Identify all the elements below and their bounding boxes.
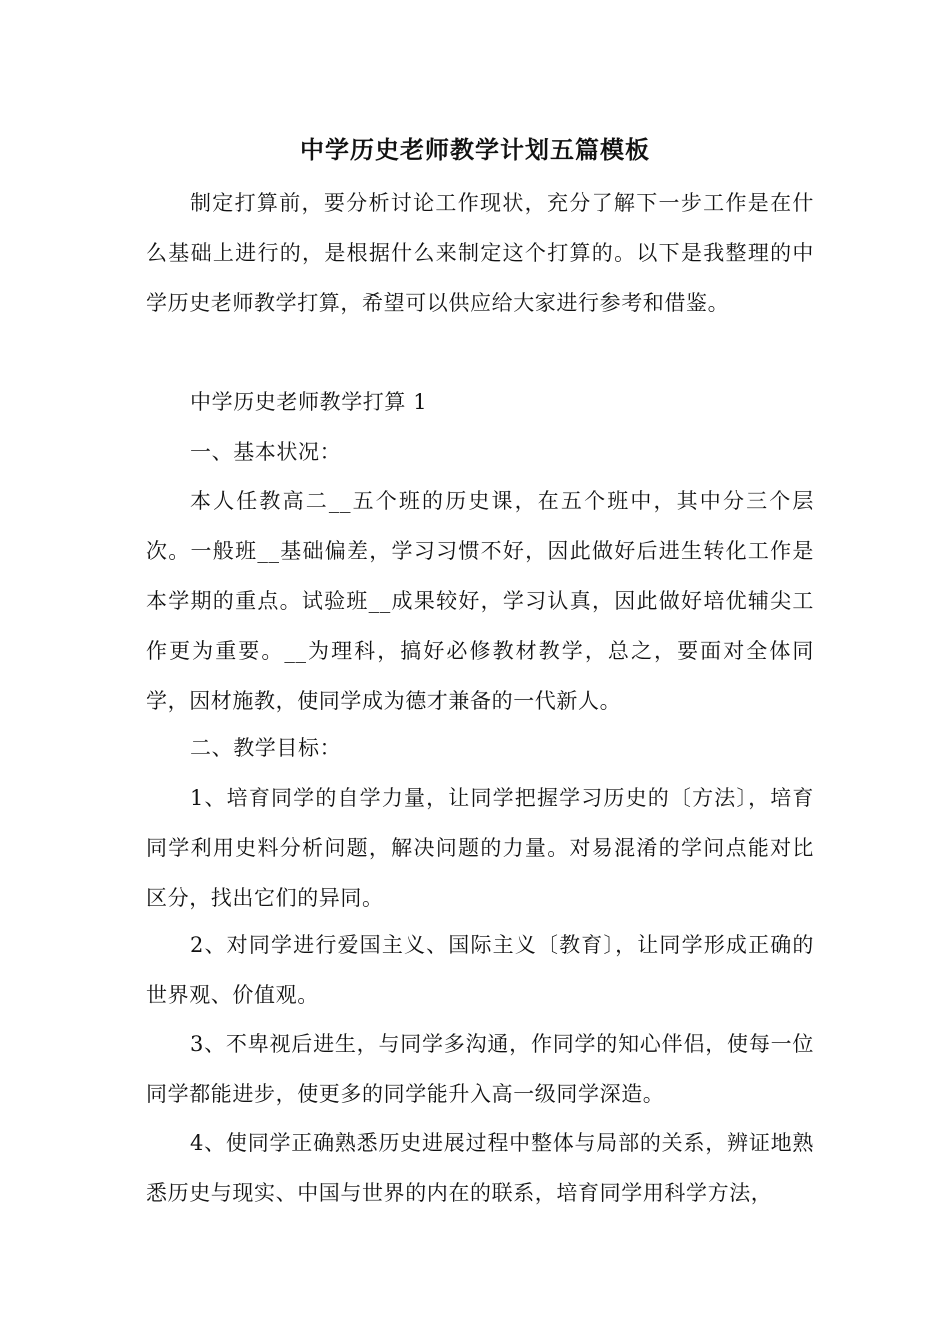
document-title: 中学历史老师教学计划五篇模板	[300, 135, 650, 164]
goal-item-3: 3、不卑视后进生，与同学多沟通，作同学的知心伴侣，使每一位同学都能进步，使更多的同学能升入高一级同学深造。	[146, 1032, 814, 1106]
heading-teaching-goals: 二、教学目标：	[190, 736, 342, 760]
intro-paragraph: 制定打算前，要分析讨论工作现状，充分了解下一步工作是在什么基础上进行的，是根据什么来制定这个打算的。以下是我整理的中学历史老师教学打算，希望可以供应给大家进行参考和借鉴。	[146, 191, 814, 315]
basic-situation-paragraph: 本人任教高二__五个班的历史课，在五个班中，其中分三个层次。一般班__基础偏差，学习习惯不好，因此做好后进生转化工作是本学期的重点。试验班__成果较好，学习认真，因此做好培优辅尖工作更为重要。__为理科，搞好必修教材教学，总之，要面对全体同学，因材施教，使同学成为德才兼备的一代新人。	[146, 489, 814, 713]
goal-item-4: 4、使同学正确熟悉历史进展过程中整体与局部的关系，辨证地熟悉历史与现实、中国与世界的内在的联系，培育同学用科学方法，	[146, 1131, 814, 1205]
goal-item-2: 2、对同学进行爱国主义、国际主义〔教育〕，让同学形成正确的世界观、价值观。	[146, 933, 814, 1007]
section-heading: 中学历史老师教学打算 1	[190, 390, 428, 414]
goal-item-1: 1、培育同学的自学力量，让同学把握学习历史的〔方法〕，培育同学利用史料分析问题，解决问题的力量。对易混淆的学问点能对比区分，找出它们的异同。	[146, 786, 814, 910]
heading-basic-situation: 一、基本状况：	[190, 440, 342, 464]
